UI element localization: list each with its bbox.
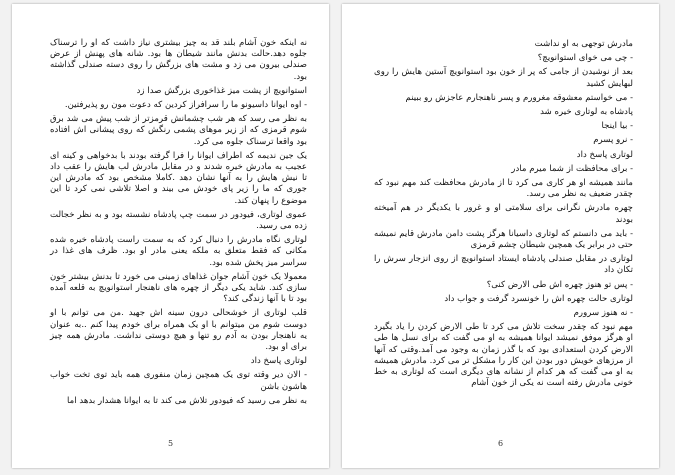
paragraph: - چی می خوای استوانویچ؟ xyxy=(537,53,633,64)
paragraph: یک جین ندیمه که اطراف ایوانا را فرا گرفته بودند با بدخواهی و کینه ای عجیب به مادرش خیره شدند و در مقابل مادرش لب هایش را عقب داد تا نیش هایش را به آنها نشان دهد .کاملا مشخص بود که مادرش این جوری که ما را زیر پای خودش می بیند و اصلا تلاشی نمی کرد تا این موضوع را پنهان کند. xyxy=(50,150,307,206)
paragraph: مادرش توجهی به او نداشت xyxy=(534,39,633,49)
paragraph: نه اینکه خون آشام بلند قد به چیز بیشتری نیاز داشت که او را ترسناک جلوه دهد.حالت بدنش مانند شیطان ها بود. شانه های پهنش از عرض صندلی بیرون می زد و مشت های بزرگش را روی دسته صندلی گذاشته بود. xyxy=(50,38,307,82)
page-number: 6 xyxy=(497,439,504,448)
paragraph: استوانویچ از پشت میز غذاخوری بزرگش صدا زد xyxy=(136,85,307,96)
paragraph: - بیا اینجا xyxy=(601,121,633,132)
paragraph: معمولا یک خون آشام جوان غذاهای زمینی می خورد تا بدنش بیشتر خون سازی کند. شاید یکی دیگر از چهره های ناهنجار استوانویچ به قلعه آمده بود تا با آنها زندگی کند؟ xyxy=(50,271,307,305)
paragraph: بعد از نوشیدن از جامی که پر از خون بود استوانویچ آستین هایش را روی لبهایش کشید xyxy=(374,67,633,89)
right-page-text xyxy=(374,39,633,392)
paragraph: چهره مادرش نگرانی برای سلامتی او و غرور با یکدیگر در هم آمیخته بودند xyxy=(374,203,633,225)
right-page xyxy=(342,4,659,468)
left-page xyxy=(12,4,329,468)
paragraph: لوتاری در مقابل صندلی پادشاه ایستاد استوانویچ از روی انزجار سرش را تکان داد xyxy=(374,254,633,276)
paragraph: لوتاری پاسخ داد xyxy=(576,149,633,160)
paragraph: قلب لوتاری از خوشحالی درون سینه اش جهید .من می توانم با او دوست شوم من میتوانم با او یک همراه برای خودم پیدا کنم ..به عنوان یه ناهنجار بودن به آدم رو تنها و هیچ دوستی نداشت. مادرش همه چیز برای او بود. xyxy=(50,308,307,353)
paragraph: پادشاه به لوتاری خیره شد xyxy=(540,107,633,118)
paragraph: - نه هنوز سرورم xyxy=(573,308,633,319)
paragraph: - می خواستم معشوقه مغرورم و پسر ناهنجارم عاجزش رو ببینم xyxy=(405,92,633,103)
paragraph: - پس تو هنوز چهره اش طی الارض کنی؟ xyxy=(486,279,633,290)
paragraph: مانند همیشه او هر کاری می کرد تا از مادرش محافظت کند مهم نبود که چقدر ضعیف به نظر می رسد. xyxy=(374,178,633,200)
paragraph: عموی لوتاری، فیودور در سمت چپ پادشاه نشسته بود و به نظر خجالت زده می رسید. xyxy=(50,209,307,232)
left-page-text xyxy=(50,38,307,410)
paragraph: لوتاری نگاه مادرش را دنبال کرد که به سمت راست پادشاه خیره شده مکانی که فقط متعلق به ملکه یعنی مادر او بود. ظرف های غذا در سراسر میز پخش شده بود. xyxy=(50,235,307,268)
paragraph: لوتاری حالت چهره اش را خونسرد گرفت و جواب داد xyxy=(444,293,633,304)
paragraph: - الان دیر وقته توی یک همچین زمان منفوری همه باید توی تخت خواب هاشون باشن xyxy=(50,370,307,392)
paragraph: - نرو پسرم xyxy=(593,135,633,146)
paragraph: - برای محافظت از شما میرم مادر xyxy=(511,163,633,174)
paragraph: - باید می دانستم که لوتاری داسیانا هرگز پشت دامن مادرش قایم نمیشه حتی در برابر یک همچین شیطان چشم قرمزی xyxy=(374,228,633,251)
page-number: 5 xyxy=(167,439,174,448)
paragraph: به نظر می رسد که هر شب چشمانش قرمزتر از شب پیش می شد برق شوم قرمزی که از زیر موهای پشمی رنگش که روی پیشانی اش افتاده بود واقعا ترسناک جلوه می کرد. xyxy=(50,114,307,147)
paragraph: مهم نبود که چقدر سخت تلاش می کرد تا طی الارض کردن را یاد بگیرد او هرگز موفق نمیشد ایوانا همیشه به او می گفت که برای نسل ها طی الارض کردن استعدادی بود که با گذر زمان به وجود می آمد.وقتی که آنها از مرزهای خویش دور بودن این کار را مشکل تر می کرد. مادرش همیشه به او می گفت که هر کدام از نشانه های دیگری است که لوتاری به خط خونی مادرش رفته است نه یکی از خون آشام xyxy=(374,322,633,389)
paragraph: به نظر می رسید که فیودور تلاش می کند تا به ایوانا هشدار بدهد اما xyxy=(66,395,307,406)
paragraph: لوتاری پاسخ داد xyxy=(250,356,307,367)
paragraph: - اوه ایوانا داسیونو ما را سرافراز کردین که دعوت مون رو پذیرفتین. xyxy=(64,100,307,111)
